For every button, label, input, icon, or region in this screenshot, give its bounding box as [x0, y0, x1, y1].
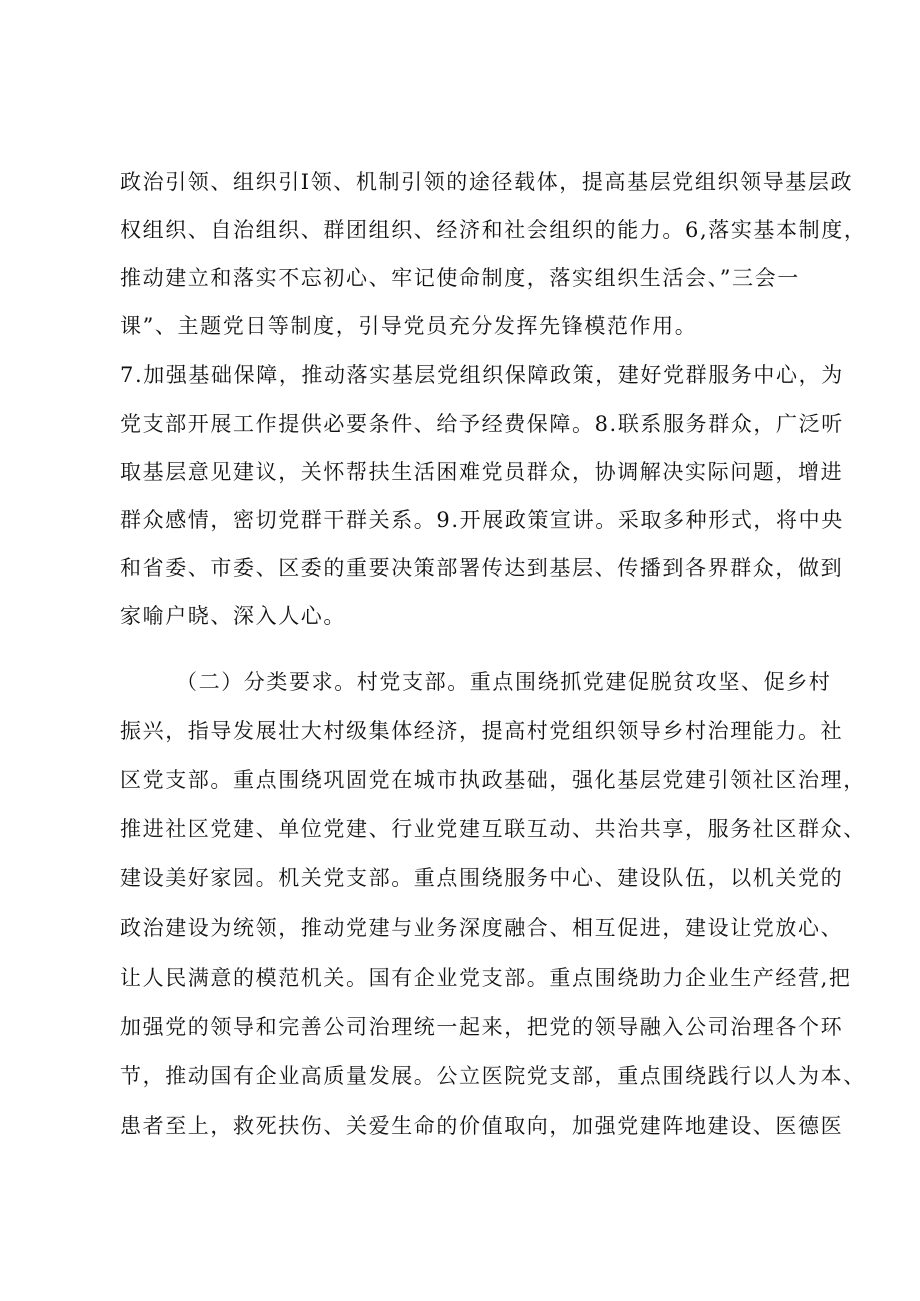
text-line-10: 家喻户晓、深入人心。 — [120, 604, 346, 628]
text-line-13: 区党支部。重点围绕巩固党在城市执政基础，强化基层党建引领社区治理， — [120, 768, 866, 792]
text-line-15: 建设美好家园。机关党支部。重点围绕服务中心、建设队伍，以机关党的 — [120, 866, 844, 890]
text-line-2: 权组织、自治组织、群团组织、经济和社会组织的能力。6,落实基本制度， — [120, 218, 867, 242]
text-line-12: 振兴，指导发展壮大村级集体经济，提高村党组织领导乡村治理能力。社 — [120, 719, 844, 743]
text-line-9: 和省委、市委、区委的重要决策部署传达到基层、传播到各界群众，做到 — [120, 556, 844, 580]
text-line-14: 推进社区党建、单位党建、行业党建互联互动、共治共享，服务社区群众、 — [120, 817, 866, 841]
text-line-6: 党支部开展工作提供必要条件、给予经费保障。8.联系服务群众，广泛听 — [120, 412, 844, 436]
text-line-11: （二）分类要求。村党支部。重点围绕抓党建促脱贫攻坚、促乡村 — [176, 670, 832, 694]
text-line-17: 让人民满意的模范机关。国有企业党支部。重点围绕助力企业生产经营,把 — [120, 966, 852, 990]
text-line-19: 节，推动国有企业高质量发展。公立医院党支部，重点围绕践行以人为本、 — [120, 1064, 866, 1088]
text-line-20: 患者至上，救死扶伤、关爱生命的价值取向，加强党建阵地建设、医德医 — [120, 1114, 844, 1138]
text-line-8: 群众感情，密切党群干群关系。9.开展政策宣讲。采取多种形式，将中央 — [120, 508, 844, 532]
text-line-3: 推动建立和落实不忘初心、牢记使命制度，落实组织生活会、”三会一 — [120, 266, 800, 290]
text-line-7: 取基层意见建议，关怀帮扶生活困难党员群众，协调解决实际问题，增进 — [120, 460, 844, 484]
text-line-4: 课”、主题党日等制度，引导党员充分发挥先锋模范作用。 — [120, 314, 698, 338]
text-line-5: 7.加强基础保障，推动落实基层党组织保障政策，建好党群服务中心，为 — [120, 363, 844, 387]
text-line-18: 加强党的领导和完善公司治理统一起来，把党的领导融入公司治理各个环 — [120, 1015, 844, 1039]
text-line-1: 政治引领、组织引I领、机制引领的途径载体，提高基层党组织领导基层政 — [120, 170, 854, 194]
text-line-16: 政治建设为统领，推动党建与业务深度融合、相互促进，建设让党放心、 — [120, 916, 844, 940]
